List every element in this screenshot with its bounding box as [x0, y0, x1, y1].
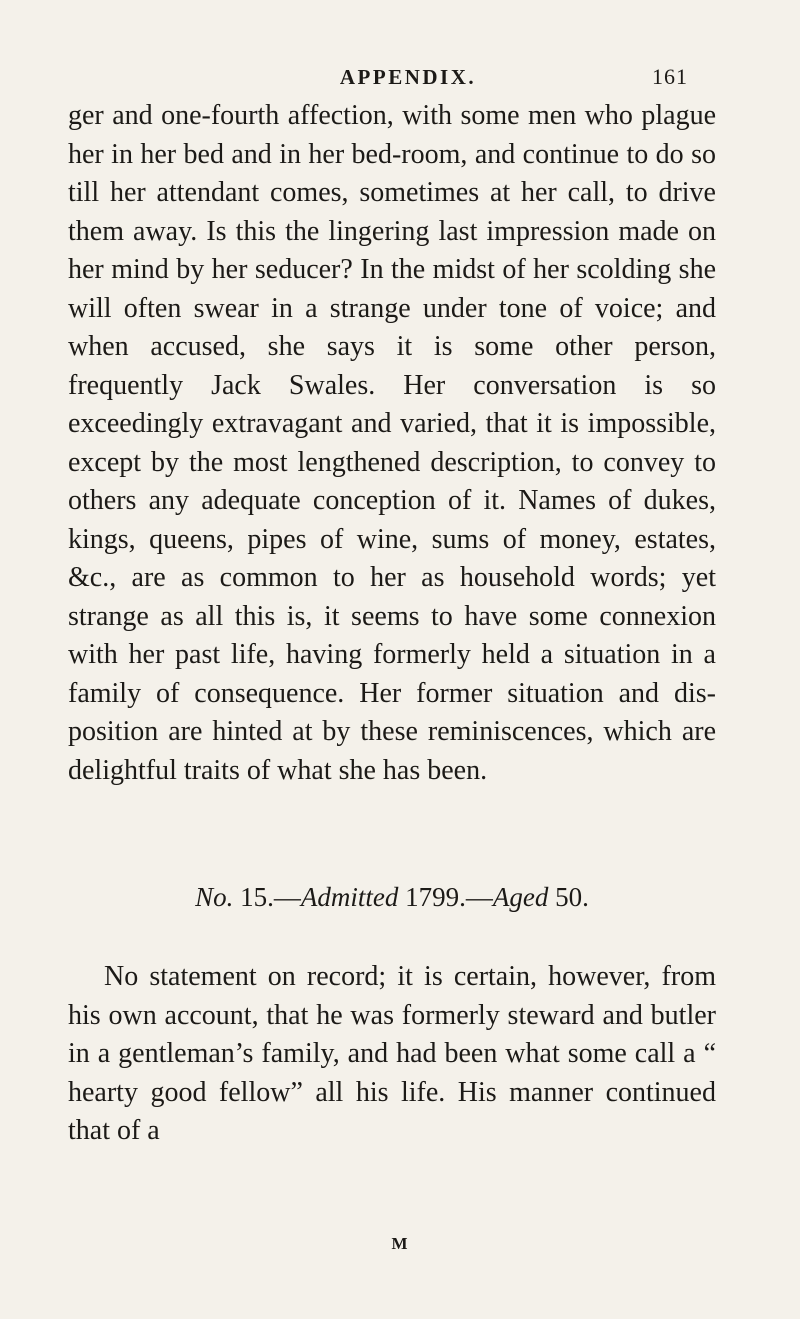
- body-paragraph-2: No statement on record; it is certain, however, from his own account, that he was formerly steward and butler in a gentleman’s family, and had been what some call a “ hearty good fellow” all his life. His manner continued that of a: [68, 961, 716, 1146]
- aged-label: Aged: [492, 882, 549, 912]
- signature-mark: M: [391, 1234, 409, 1253]
- running-head: [128, 62, 688, 92]
- entry-dash-1: —: [273, 882, 301, 912]
- case-number: 15.: [240, 882, 274, 912]
- admitted-label: Admitted: [300, 882, 399, 912]
- running-title: APPENDIX.: [339, 65, 477, 89]
- page-number: 161: [652, 64, 688, 89]
- case-entry-heading: [68, 878, 716, 916]
- entry-dash-2: —: [465, 882, 493, 912]
- age-value: 50.: [555, 882, 589, 912]
- case-number-label: No.: [195, 882, 234, 912]
- body-paragraph-1: ger and one-fourth affection, with some men who plague her in her bed and in her bed-room, and continue to do so till her attendant comes, sometimes at her call, to drive them away. Is this the lingering last impression made on her mind by her seducer? In the midst of her scolding she will often swear in a strange under tone of voice; and when accused, she says it is some other person, frequently Jack Swales. Her conversation is so exceedingly extravagant and varied, that it is impossible, except by the most lengthened description, to convey to others any adequate conception of it. Names of dukes, kings, queens, pipes of wine, sums of money, estates, &c., are as common to her as household words; yet strange as all this is, it seems to have some connexion with her past life, having formerly held a situation in a family of consequence. Her former situation and disposition are hinted at by these reminiscences, which are delightful traits of what she has been.: [68, 100, 716, 786]
- admitted-year: 1799.: [405, 882, 466, 912]
